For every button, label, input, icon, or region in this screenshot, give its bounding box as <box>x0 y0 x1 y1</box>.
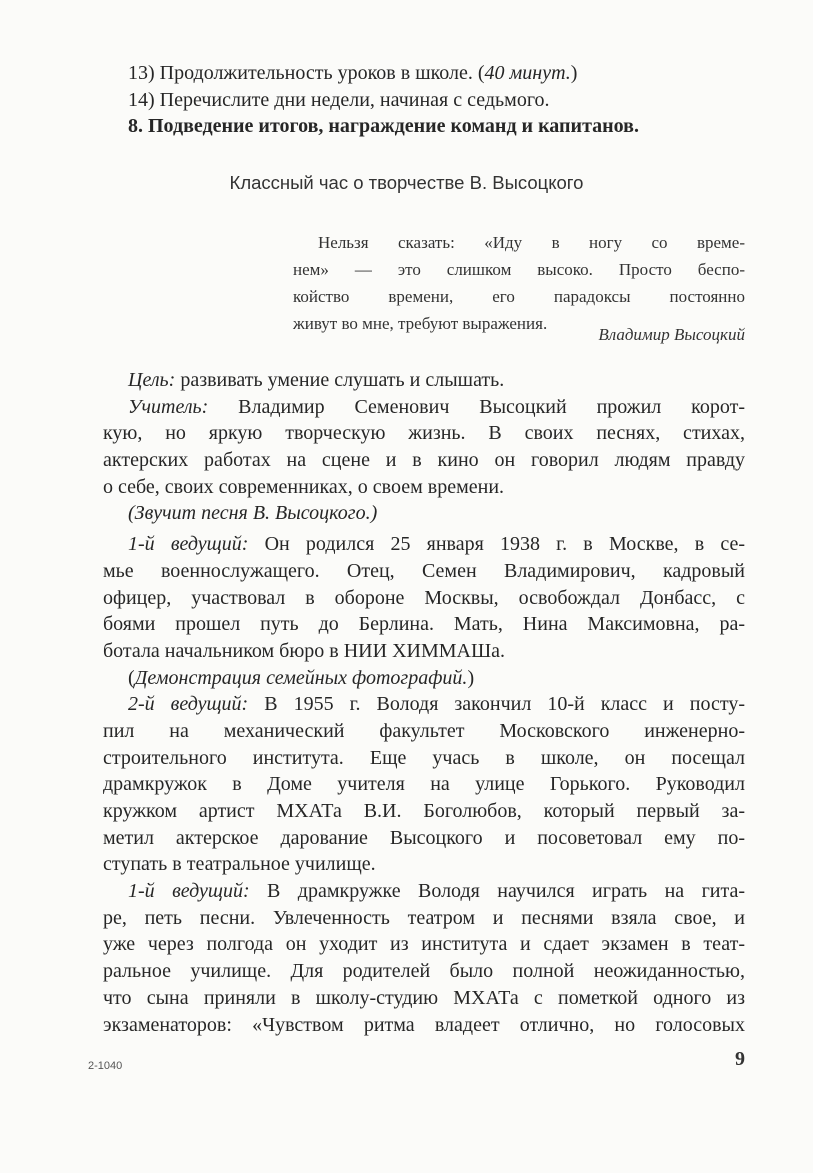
text-line <box>103 691 745 718</box>
italic-text: 2-й ведущий: <box>128 693 249 716</box>
text: мье военнослужащего. Отец, Семен Владимирович, кадровый <box>103 559 745 582</box>
text-line <box>103 531 745 558</box>
text-line <box>103 905 745 932</box>
text: 8. Подведение итогов, награждение команд и капитанов. <box>128 115 639 138</box>
text-line <box>103 611 745 638</box>
text: развивать умение слушать и слышать. <box>175 369 505 391</box>
text: ( <box>128 666 135 689</box>
text-line <box>103 638 745 665</box>
italic-text: 1-й ведущий: <box>128 880 250 903</box>
text-line <box>103 367 745 394</box>
text-line <box>103 825 745 852</box>
text: строительного института. Еще учась в школе, он посещал <box>103 746 745 769</box>
text: 14) Перечислите дни недели, начиная с седьмого. <box>128 88 550 111</box>
text: ступать в театральное училище. <box>103 853 376 876</box>
text: драмкружок в Доме учителя на улице Горького. Руководил <box>103 773 745 796</box>
text-line <box>103 585 745 612</box>
italic-text: 1-й ведущий: <box>128 533 249 556</box>
epigraph-author: Владимир Высоцкий <box>598 325 745 344</box>
text-line <box>293 229 745 256</box>
text: экзаменаторов: «Чувством ритма владеет отлично, но голосовых <box>103 1013 745 1036</box>
italic-text: 40 минут. <box>484 62 571 84</box>
text: уже через полгода он уходит из института и сдает экзамен в теат- <box>103 933 745 956</box>
text-line <box>103 665 745 692</box>
text-line <box>103 420 745 447</box>
text: 13) Продолжительность уроков в школе. ( <box>128 62 485 84</box>
text-line <box>293 283 745 310</box>
body-text <box>103 367 745 1038</box>
text-line <box>103 394 745 421</box>
text: кую, но яркую творческую жизнь. В своих песнях, стихах, <box>103 422 745 445</box>
text-line <box>103 931 745 958</box>
text: что сына приняли в школу-студию МХАТа с пометкой одного из <box>103 986 745 1009</box>
text: ) <box>570 62 578 84</box>
text: В драмкружке Володя научился играть на гита- <box>249 880 745 903</box>
text-line <box>103 60 745 87</box>
text-line <box>103 558 745 585</box>
text-line <box>103 878 745 905</box>
text: ре, петь песни. Увлеченность театром и песнями взяла свое, и <box>103 906 745 929</box>
text-line <box>103 447 745 474</box>
italic-text: Цель: <box>128 369 176 391</box>
epigraph <box>293 229 745 337</box>
text-line <box>103 745 745 772</box>
text-line <box>293 256 745 283</box>
text-line <box>103 798 745 825</box>
italic-text: Учитель: <box>128 395 209 418</box>
text: о себе, своих современниках, о своем времени. <box>103 475 505 498</box>
print-code: 2-1040 <box>88 1060 123 1072</box>
text: ) <box>467 666 475 689</box>
text: Он родился 25 января 1938 г. в Москве, в се- <box>248 533 745 556</box>
text: офицер, участвовал в обороне Москвы, освобождал Донбасс, с <box>103 586 745 609</box>
text-line <box>103 87 745 114</box>
text: Владимир Семенович Высоцкий прожил корот- <box>208 395 745 418</box>
text: нем» — это слишком высоко. Просто беспо- <box>293 260 745 279</box>
text-line <box>103 474 745 501</box>
text-line <box>103 771 745 798</box>
text: боями прошел путь до Берлина. Мать, Нина Максимовна, ра- <box>103 613 745 636</box>
text: кружком артист МХАТа В.И. Боголюбов, который первый за- <box>103 800 745 822</box>
text: метил актерское дарование Высоцкого и посоветовал ему по- <box>103 826 745 849</box>
text-line <box>103 958 745 985</box>
text-line <box>103 1012 745 1039</box>
italic-text: (Звучит песня В. Высоцкого.) <box>128 502 378 525</box>
section-title: Классный час о творчестве В. Высоцкого <box>229 172 584 193</box>
text-line <box>103 985 745 1012</box>
text: ботала начальником бюро в НИИ ХИММАШа. <box>103 639 506 662</box>
text-line <box>103 851 745 878</box>
text: живут во мне, требуют выражения. <box>293 314 548 333</box>
text: Нельзя сказать: «Иду в ногу со време- <box>318 233 745 252</box>
text: пил на механический факультет Московского инженерно- <box>103 719 745 742</box>
task-list <box>103 60 745 140</box>
page-number: 9 <box>735 1048 745 1070</box>
text: ральное училище. Для родителей было полной неожиданностью, <box>103 960 745 983</box>
italic-text: Демонстрация семейных фотографий. <box>134 666 468 689</box>
text: В 1955 г. Володя закончил 10-й класс и посту- <box>248 693 745 716</box>
text-line <box>103 500 745 527</box>
text: актерских работах на сцене и в кино он говорил людям правду <box>103 449 745 472</box>
text-line <box>103 718 745 745</box>
text: койство времени, его парадоксы постоянно <box>293 287 745 306</box>
text-line <box>103 113 745 140</box>
